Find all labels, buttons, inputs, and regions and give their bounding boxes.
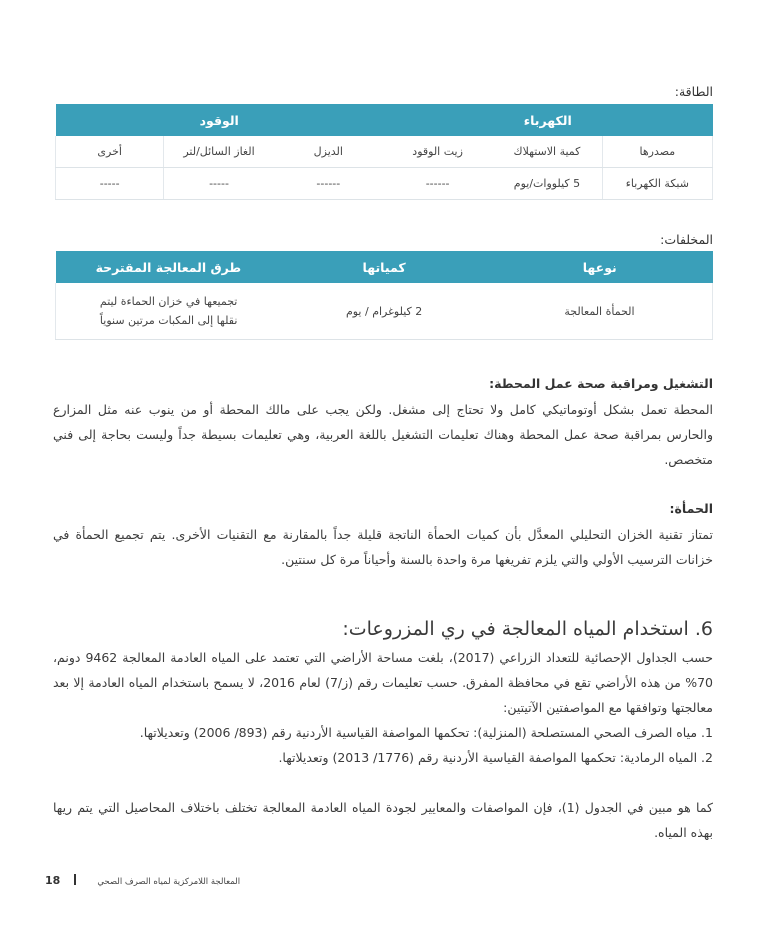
operation-text: المحطة تعمل بشكل أوتوماتيكي كامل ولا تحتاج إلى مشغل. ولكن يجب على مالك المحطة أو من ينوب عنه مثل المزارع والحارس بمراقبة صحة عمل المحطة وهناك تعليمات التشغيل باللغة العربية، وهي تعليمات بسيطة جداً وليست بحاجة إلى فني متخصص. [53,402,713,467]
waste-table [55,251,713,340]
footer-title: المعالجة اللامركزية لمياه الصرف الصحي [97,877,241,887]
waste-cell-type: الحمأة المعالجة [487,283,713,340]
section6-closing: كما هو مبين في الجدول (1)، فإن المواصفات والمعايير لجودة المياه العادمة المعالجة تختلف باختلاف المحاصيل التي يتم ريها بهذه المياه. [53,800,714,840]
fuel-header: الوقود [56,104,383,136]
page-footer [45,874,240,887]
energy-subheader-lpg: الغاز السائل/لتر [164,136,274,168]
operation-paragraph [53,397,713,472]
waste-header-row [56,251,713,283]
energy-cell-lpg: ----- [164,168,274,200]
section6-intro-paragraph [53,645,713,720]
waste-cell-quantity: 2 كيلوغرام / يوم [281,283,487,340]
energy-cell-fuel-oil: ------ [383,168,492,200]
energy-subheader-source: مصدرها [602,136,712,168]
waste-header-type: نوعها [487,251,713,283]
waste-header-treatment: طرق المعالجة المقترحة [56,251,282,283]
section6-item-1: 1. مياه الصرف الصحي المستصلحة (المنزلية): تحكمها المواصفة القياسية الأردنية رقم (893/ 2006) وتعديلاتها. [139,725,713,740]
energy-subheader-consumption: كمية الاستهلاك [492,136,602,168]
section6-title: 6. استخدام المياه المعالجة في ري المزروعات: [342,618,713,640]
section6-closing-paragraph [53,795,713,845]
energy-table [55,104,713,200]
energy-subheader-fuel-oil: زيت الوقود [383,136,492,168]
electricity-header: الكهرباء [383,104,713,136]
waste-label: المخلفات: [660,232,713,247]
section6-item-2: 2. المياه الرمادية: تحكمها المواصفة القياسية الأردنية رقم (1776/ 2013) وتعديلاتها. [278,750,713,765]
energy-label: الطاقة: [674,84,713,99]
energy-cell-diesel: ------ [274,168,383,200]
energy-cell-source: شبكة الكهرباء [602,168,712,200]
sludge-paragraph [53,522,713,572]
waste-header-quantity: كمياتها [281,251,487,283]
waste-cell-treatment: تجميعها في خزان الحماءة ليتم نقلها إلى المكبات مرتين سنوياً [56,283,282,340]
energy-subheader-other: أخرى [56,136,164,168]
waste-data-row [56,283,713,340]
energy-subheader-row [56,136,713,168]
energy-header-row [56,104,713,136]
operation-heading: التشغيل ومراقبة صحة عمل المحطة: [489,376,713,391]
energy-cell-other: ----- [56,168,164,200]
footer-divider [74,874,76,885]
page-number: 18 [45,874,61,887]
energy-data-row [56,168,713,200]
sludge-text: تمتاز تقنية الخزان التحليلي المعدَّل بأن كميات الحمأة الناتجة قليلة جداً بالمقارنة مع التقنيات الأخرى. يتم تجميع الحمأة في خزانات الترسيب الأولي والتي يلزم تفريغها مرة واحدة بالسنة وأحياناً مرة كل سنتين. [53,527,713,567]
energy-cell-consumption: 5 كيلووات/يوم [492,168,602,200]
section6-list [53,720,713,770]
sludge-heading: الحمأة: [669,501,713,516]
energy-subheader-diesel: الديزل [274,136,383,168]
section6-intro: حسب الجداول الإحصائية للتعداد الزراعي (2017)، بلغت مساحة الأراضي التي تعتمد على المياه العادمة المعالجة 9462 دونم، 70% من هذه الأراضي تقع في محافظة المفرق. حسب تعليمات رقم (ز/7) لعام 2016، لا يسمح باستخدام المياه العادمة إلا بعد معالجتها وتوافقها مع المواصفتين الآتيتين: [53,650,713,715]
